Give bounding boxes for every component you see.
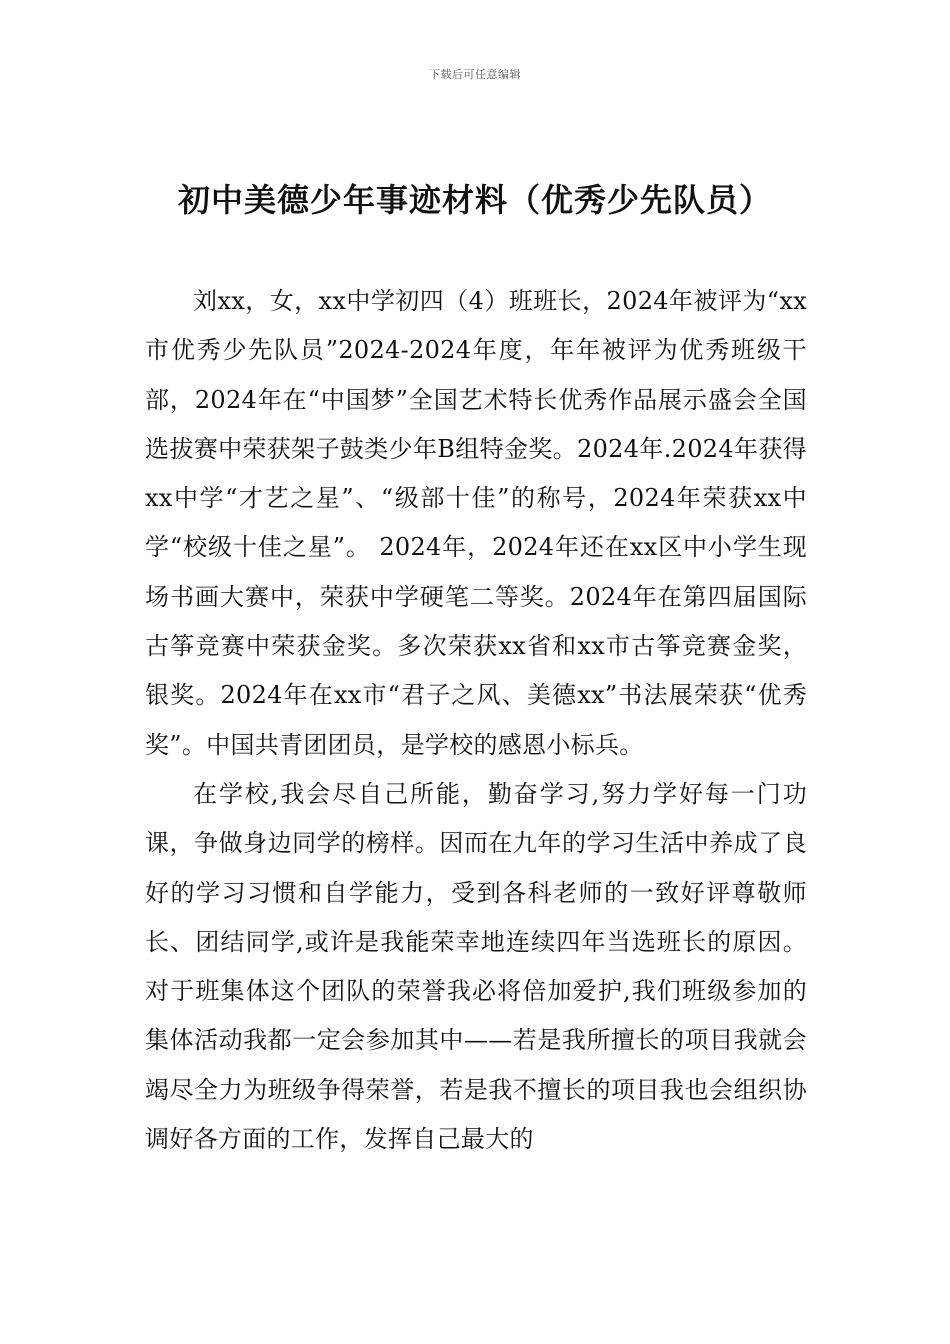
header-note: 下载后可任意编辑 bbox=[429, 68, 521, 81]
paragraph-2: 在学校,我会尽自己所能，勤奋学习,努力学好每一门功课，争做身边同学的榜样。因而在九年的学习生活中养成了良好的学习习惯和自学能力，受到各科老师的一致好评尊敬师长、团结同学,或许是我能荣幸地连续四年当选班长的原因。对于班集体这个团队的荣誉我必将倍加爱护,我们班级参加的集体活动我都一定会参加其中——若是我所擅长的项目我就会竭尽全力为班级争得荣誉，若是我不擅长的项目我也会组织协调好各方面的工作，发挥自己最大的 bbox=[145, 779, 807, 1154]
document-title: 初中美德少年事迹材料（优秀少先队员） bbox=[177, 181, 772, 219]
document-body bbox=[145, 277, 807, 1164]
paragraph-1: 刘xx，女，xx中学初四（4）班班长，2024年被评为“xx市优秀少先队员”2024-2024年度，年年被评为优秀班级干部，2024年在“中国梦”全国艺术特长优秀作品展示盛会全国选拔赛中荣获架子鼓类少年B组特金奖。2024年.2024年获得xx中学“才艺之星”、“级部十佳”的称号，2024年荣获xx中学“校级十佳之星”。 2024年，2024年还在xx区中小学生现场书画大赛中，荣获中学硬笔二等奖。2024年在第四届国际古筝竞赛中荣获金奖。多次荣获xx省和xx市古筝竞赛金奖，银奖。2024年在xx市“君子之风、美德xx”书法展荣获“优秀奖”。中国共青团团员，是学校的感恩小标兵。 bbox=[145, 287, 807, 759]
